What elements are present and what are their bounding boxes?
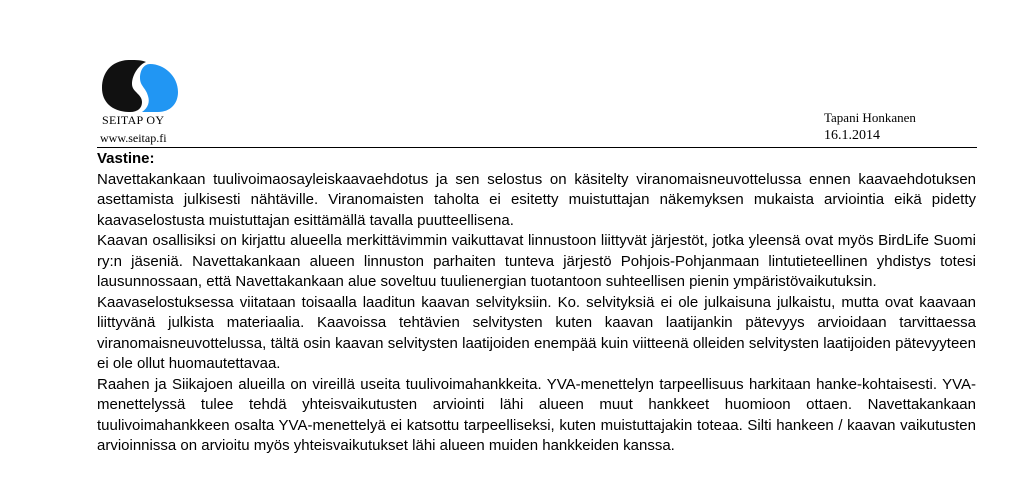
section-heading: Vastine: <box>97 150 155 167</box>
header-divider <box>97 147 977 148</box>
company-website: www.seitap.fi <box>100 131 167 145</box>
logo-dark-shape <box>102 60 146 112</box>
document-body <box>97 149 976 457</box>
paragraph: Raahen ja Siikajoen alueilla on vireillä useita tuulivoimahankkeita. YVA-menettelyn tarpeellisuus harkitaan hanke-kohtaisesti. YVA-menettelyssä tulee tehdä yhteisvaikutusten arviointi lähi alueen muut hankkeet huomioon ottaen. Navettakankaan tuulivoimahankkeen osalta YVA-menettelyä ei katsottu tarpeelliseksi, kuten muistuttajakin toteaa. Silti hankeen / kaavan vaikutusten arvioinnissa on arvioitu myös yhteisvaikutukset lähi alueen muiden hankkeiden kanssa. <box>97 375 976 454</box>
company-name: SEITAP OY <box>102 113 165 127</box>
seitap-logo <box>100 58 180 114</box>
paragraph: Kaavan osallisiksi on kirjattu alueella merkittävimmin vaikuttavat linnustoon liittyvät järjestöt, jotka yleensä ovat myös BirdLife Suomi ry:n jäseniä. Navettakankaan alueen linnuston parhaiten tunteva järjestö Pohjois-Pohjanmaan lintutieteellinen yhdistys totesi lausunnossaan, että Navettakankaan alue soveltuu tuulienergian tuotantoon suhteellisen pienin ympäristövaikutuksin. <box>97 232 976 290</box>
document-date: 16.1.2014 <box>824 128 880 143</box>
paragraph: Navettakankaan tuulivoimaosayleiskaavaehdotus ja sen selostus on käsitelty viranomaisneuvottelussa ennen kaavaehdotuksen asettamista julkisesti nähtäville. Viranomaisten taholta ei esitetty muistuttajan näkemyksen mukaista arviointia eikä pidetty kaavaselostusta muistuttajan esittämällä tavalla puutteellisena. <box>97 170 976 229</box>
author-name: Tapani Honkanen <box>824 110 916 125</box>
paragraph: Kaavaselostuksessa viitataan toisaalla laaditun kaavan selvityksiin. Ko. selvityksiä ei ole julkaisuna julkaistu, mutta ovat kaavaan liittyvänä julkista materiaalia. Kaavoissa tehtävien selvitysten kuten kaavan laatijankin pätevyys arvioidaan tarvittaessa viranomaisneuvottelussa, tältä osin kaavan selvitysten laatijoiden enempää kuin viitteenä olleiden selvitysten laatijoiden pätevyyteen ei ole ollut huomautettavaa. <box>97 293 976 372</box>
logo-blue-shape <box>140 64 178 112</box>
